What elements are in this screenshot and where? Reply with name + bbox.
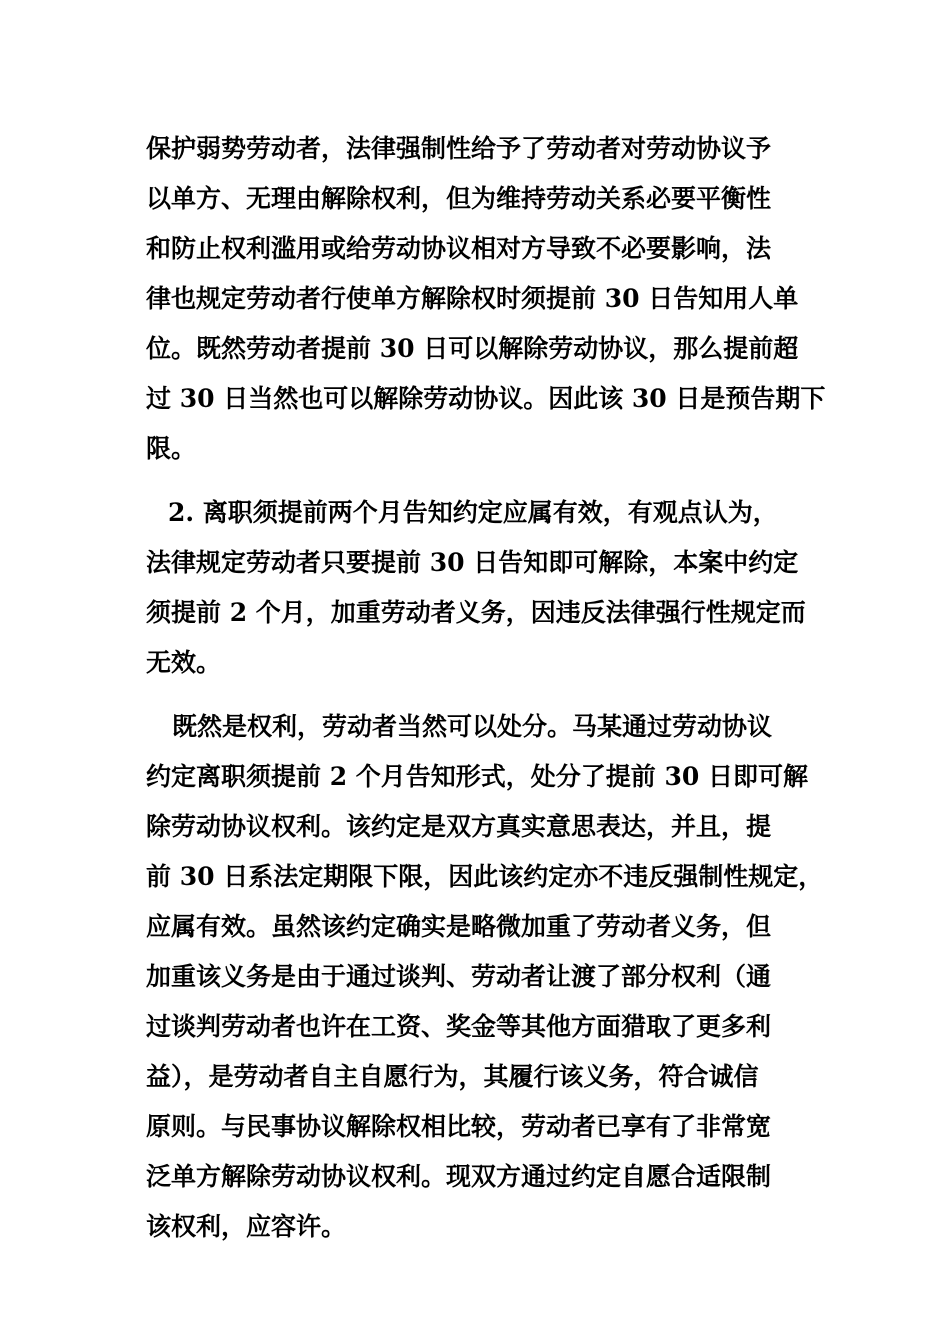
paragraph-line: 约定离职须提前 2 个月告知形式，处分了提前 30 日即可解 [146, 762, 809, 791]
paragraph-line: 无效。 [146, 648, 222, 677]
paragraph-1 [146, 124, 826, 474]
paragraph-line: 益），是劳动者自主自愿行为，其履行该义务，符合诚信 [146, 1062, 759, 1091]
paragraph-line: 律也规定劳动者行使单方解除权时须提前 30 日告知用人单 [146, 284, 799, 313]
paragraph-line: 以单方、无理由解除权利，但为维持劳动关系必要平衡性 [146, 184, 772, 213]
paragraph-line: 法律规定劳动者只要提前 30 日告知即可解除，本案中约定 [146, 548, 799, 577]
paragraph-spacer [146, 688, 816, 702]
paragraph-line: 既然是权利，劳动者当然可以处分。马某通过劳动协议 [172, 712, 773, 741]
paragraph-line: 须提前 2 个月，加重劳动者义务，因违反法律强行性规定而 [146, 598, 806, 627]
paragraph-line: 过 30 日当然也可以解除劳动协议。因此该 30 日是预告期下 [146, 384, 826, 413]
paragraph-line: 原则。与民事协议解除权相比较，劳动者已享有了非常宽 [146, 1112, 772, 1141]
paragraph-line: 限。 [146, 434, 197, 463]
paragraph-spacer [146, 474, 816, 488]
paragraph-line: 除劳动协议权利。该约定是双方真实意思表达，并且，提 [146, 812, 772, 841]
paragraph-line: 保护弱势劳动者，法律强制性给予了劳动者对劳动协议予 [146, 134, 772, 163]
paragraph-line: 应属有效。虽然该约定确实是略微加重了劳动者义务，但 [146, 912, 772, 941]
paragraph-line: 2. 离职须提前两个月告知约定应属有效，有观点认为， [168, 498, 778, 527]
document-body [146, 124, 826, 1252]
paragraph-line: 位。既然劳动者提前 30 日可以解除劳动协议，那么提前超 [146, 334, 799, 363]
paragraph-line: 过谈判劳动者也许在工资、奖金等其他方面猎取了更多利 [146, 1012, 772, 1041]
paragraph-line: 该权利，应容许。 [146, 1212, 347, 1241]
paragraph-line: 加重该义务是由于通过谈判、劳动者让渡了部分权利（通 [146, 962, 772, 991]
paragraph-3 [146, 702, 824, 1252]
paragraph-line: 泛单方解除劳动协议权利。现双方通过约定自愿合适限制 [146, 1162, 772, 1191]
paragraph-line: 前 30 日系法定期限下限，因此该约定亦不违反强制性规定， [146, 862, 824, 891]
paragraph-line: 和防止权利滥用或给劳动协议相对方导致不必要影响，法 [146, 234, 772, 263]
paragraph-2 [146, 488, 816, 688]
